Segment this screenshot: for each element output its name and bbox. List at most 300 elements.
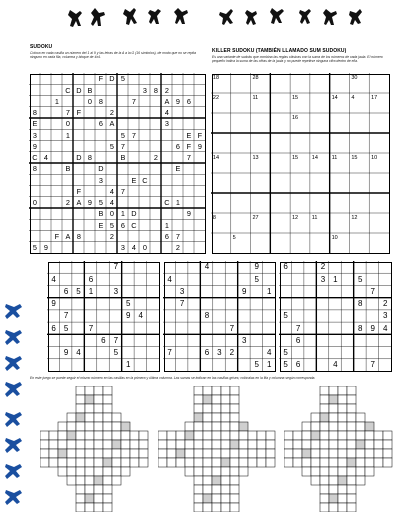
blank-cell[interactable] bbox=[40, 449, 49, 458]
blank-cell[interactable] bbox=[212, 431, 221, 440]
blank-cell[interactable] bbox=[94, 467, 103, 476]
sudoku16-cell[interactable]: 4 bbox=[43, 153, 48, 163]
blank-cell[interactable] bbox=[284, 449, 293, 458]
blank-cell[interactable] bbox=[347, 449, 356, 458]
blank-cell[interactable] bbox=[338, 467, 347, 476]
sudoku16-cell[interactable]: 9 bbox=[197, 141, 202, 151]
blank-cell[interactable] bbox=[194, 503, 203, 512]
blank-cell[interactable] bbox=[221, 503, 230, 512]
sudoku9-cell[interactable]: 5 bbox=[63, 323, 69, 333]
blank-cell[interactable] bbox=[248, 431, 257, 440]
blank-cell[interactable] bbox=[320, 467, 329, 476]
blank-cell[interactable] bbox=[130, 440, 139, 449]
blank-cell[interactable] bbox=[103, 422, 112, 431]
blank-cell[interactable] bbox=[203, 404, 212, 413]
blank-cell[interactable] bbox=[103, 395, 112, 404]
sudoku16-cell[interactable]: 5 bbox=[109, 141, 114, 151]
blank-cell[interactable] bbox=[203, 422, 212, 431]
blank-cell[interactable] bbox=[203, 440, 212, 449]
sudoku16-cell[interactable]: 3 bbox=[164, 119, 169, 129]
blank-cell[interactable] bbox=[230, 404, 239, 413]
sudoku9-cell[interactable]: 3 bbox=[382, 311, 388, 321]
blank-cell[interactable] bbox=[356, 476, 365, 485]
blank-cell[interactable] bbox=[320, 449, 329, 458]
blank-cell[interactable] bbox=[320, 386, 329, 395]
sudoku9-cell[interactable]: 4 bbox=[76, 347, 81, 357]
blank-cell[interactable] bbox=[347, 485, 356, 494]
blank-cell[interactable] bbox=[230, 494, 239, 503]
blank-cell[interactable] bbox=[329, 404, 338, 413]
blank-cell[interactable] bbox=[194, 467, 203, 476]
sudoku16-cell[interactable]: E bbox=[186, 130, 192, 140]
blank-cell[interactable] bbox=[76, 467, 85, 476]
sudoku16-cell[interactable]: D bbox=[76, 85, 82, 95]
blank-cell[interactable] bbox=[85, 485, 94, 494]
blank-cell[interactable] bbox=[130, 449, 139, 458]
blank-cell[interactable] bbox=[76, 503, 85, 512]
blank-cell[interactable] bbox=[230, 431, 239, 440]
blank-cell[interactable] bbox=[329, 449, 338, 458]
sudoku16-cell[interactable]: 7 bbox=[186, 153, 191, 163]
blank-cell[interactable] bbox=[302, 458, 311, 467]
blank-cell[interactable] bbox=[212, 395, 221, 404]
sudoku16-cell[interactable]: B bbox=[120, 153, 126, 163]
blank-cell[interactable] bbox=[139, 440, 148, 449]
blank-cell[interactable] bbox=[139, 449, 148, 458]
blank-cell[interactable] bbox=[356, 458, 365, 467]
sudoku9-cell[interactable]: 6 bbox=[88, 274, 94, 284]
blank-cell[interactable] bbox=[257, 458, 266, 467]
sudoku16-cell[interactable]: 7 bbox=[131, 130, 136, 140]
sudoku9-cell[interactable]: 6 bbox=[204, 347, 210, 357]
sudoku9-cell[interactable]: 5 bbox=[283, 347, 288, 357]
blank-cell[interactable] bbox=[347, 476, 356, 485]
sudoku16-cell[interactable]: E bbox=[131, 175, 137, 185]
sudoku16-cell[interactable]: 9 bbox=[32, 141, 37, 151]
sudoku16-cell[interactable]: 1 bbox=[175, 198, 180, 208]
blank-cell[interactable] bbox=[320, 458, 329, 467]
blank-cell[interactable] bbox=[221, 476, 230, 485]
blank-cell[interactable] bbox=[85, 440, 94, 449]
sudoku9-cell[interactable]: 7 bbox=[295, 323, 301, 333]
blank-cell[interactable] bbox=[58, 431, 67, 440]
sudoku16-cell[interactable]: 9 bbox=[43, 243, 48, 253]
sudoku16-cell[interactable]: 7 bbox=[131, 96, 136, 106]
sudoku16-cell[interactable]: 6 bbox=[120, 220, 125, 230]
sudoku9-cell[interactable]: 9 bbox=[370, 323, 375, 333]
blank-cell[interactable] bbox=[347, 503, 356, 512]
blank-cell[interactable] bbox=[374, 431, 383, 440]
blank-cell[interactable] bbox=[112, 431, 121, 440]
sudoku16-cell[interactable]: 2 bbox=[164, 85, 169, 95]
blank-cell[interactable] bbox=[158, 440, 167, 449]
blank-cell[interactable] bbox=[185, 458, 194, 467]
blank-cell[interactable] bbox=[239, 431, 248, 440]
blank-cell[interactable] bbox=[266, 440, 275, 449]
blank-cell[interactable] bbox=[230, 503, 239, 512]
sudoku16-cell[interactable]: 7 bbox=[120, 186, 125, 196]
sudoku9-cell[interactable]: 7 bbox=[229, 323, 235, 333]
blank-cell[interactable] bbox=[302, 431, 311, 440]
sudoku9-cell[interactable]: 5 bbox=[283, 311, 288, 321]
blank-cell[interactable] bbox=[221, 494, 230, 503]
sudoku9-cell[interactable]: 6 bbox=[101, 335, 106, 345]
blank-cell[interactable] bbox=[76, 395, 85, 404]
blank-cell[interactable] bbox=[356, 413, 365, 422]
blank-cell[interactable] bbox=[76, 449, 85, 458]
sudoku16-cell[interactable]: 4 bbox=[109, 198, 114, 208]
blank-cell[interactable] bbox=[130, 431, 139, 440]
blank-cell[interactable] bbox=[85, 467, 94, 476]
blank-cell[interactable] bbox=[85, 458, 94, 467]
sudoku16-cell[interactable]: B bbox=[98, 209, 104, 219]
blank-cell[interactable] bbox=[284, 440, 293, 449]
blank-cell[interactable] bbox=[49, 431, 58, 440]
blank-cell[interactable] bbox=[121, 440, 130, 449]
blank-cell[interactable] bbox=[338, 458, 347, 467]
blank-cell[interactable] bbox=[76, 458, 85, 467]
sudoku9-cell[interactable]: 6 bbox=[283, 262, 288, 272]
blank-cell[interactable] bbox=[329, 503, 338, 512]
blank-cell[interactable] bbox=[266, 449, 275, 458]
blank-cell[interactable] bbox=[103, 494, 112, 503]
blank-cell[interactable] bbox=[329, 413, 338, 422]
blank-cell[interactable] bbox=[230, 458, 239, 467]
sudoku9-cell[interactable]: 5 bbox=[283, 360, 288, 370]
blank-cell[interactable] bbox=[212, 404, 221, 413]
blank-cell[interactable] bbox=[347, 386, 356, 395]
sudoku9-cell[interactable]: 4 bbox=[204, 262, 210, 272]
blank-cell[interactable] bbox=[347, 494, 356, 503]
blank-cell[interactable] bbox=[356, 449, 365, 458]
blank-cell[interactable] bbox=[338, 503, 347, 512]
blank-cell[interactable] bbox=[230, 386, 239, 395]
sudoku16-cell[interactable]: 6 bbox=[186, 96, 191, 106]
blank-cell[interactable] bbox=[365, 431, 374, 440]
blank-cell[interactable] bbox=[103, 485, 112, 494]
blank-cell[interactable] bbox=[320, 485, 329, 494]
sudoku16-cell[interactable]: C bbox=[142, 175, 148, 185]
blank-cell[interactable] bbox=[121, 431, 130, 440]
sudoku16-cell[interactable]: 1 bbox=[120, 209, 125, 219]
sudoku9-cell[interactable]: 7 bbox=[63, 311, 69, 321]
sudoku16-cell[interactable]: 8 bbox=[87, 153, 92, 163]
sudoku9-cell[interactable]: 4 bbox=[333, 360, 338, 370]
blank-cell[interactable] bbox=[103, 503, 112, 512]
sudoku16-cell[interactable]: A bbox=[76, 198, 82, 208]
blank-cell[interactable] bbox=[203, 413, 212, 422]
sudoku9-cell[interactable]: 9 bbox=[63, 347, 69, 357]
sudoku9-cell[interactable]: 4 bbox=[167, 274, 172, 284]
blank-cell[interactable] bbox=[203, 386, 212, 395]
sudoku16-cell[interactable]: E bbox=[32, 119, 38, 129]
blank-cell[interactable] bbox=[383, 458, 392, 467]
blank-cell[interactable] bbox=[311, 458, 320, 467]
sudoku16-cell[interactable]: 1 bbox=[65, 130, 70, 140]
blank-cell[interactable] bbox=[356, 431, 365, 440]
blank-cell[interactable] bbox=[320, 422, 329, 431]
blank-cell[interactable] bbox=[121, 467, 130, 476]
blank-cell[interactable] bbox=[194, 422, 203, 431]
blank-cell[interactable] bbox=[311, 449, 320, 458]
blank-cell[interactable] bbox=[112, 458, 121, 467]
sudoku16-cell[interactable]: F bbox=[186, 141, 192, 151]
sudoku16-cell[interactable]: 7 bbox=[120, 141, 125, 151]
blank-cell[interactable] bbox=[49, 449, 58, 458]
blank-cell[interactable] bbox=[338, 386, 347, 395]
blank-cell[interactable] bbox=[112, 476, 121, 485]
sudoku16-cell[interactable]: 6 bbox=[175, 141, 180, 151]
sudoku9-cell[interactable]: 5 bbox=[358, 274, 363, 284]
blank-cell[interactable] bbox=[139, 458, 148, 467]
blank-cell[interactable] bbox=[194, 386, 203, 395]
blank-cell[interactable] bbox=[365, 467, 374, 476]
sudoku9-cell[interactable]: 4 bbox=[51, 274, 56, 284]
sudoku9-cell[interactable]: 3 bbox=[179, 286, 185, 296]
blank-cell[interactable] bbox=[103, 449, 112, 458]
sudoku9-cell[interactable]: 9 bbox=[242, 286, 247, 296]
blank-cell[interactable] bbox=[248, 440, 257, 449]
blank-cell[interactable] bbox=[194, 476, 203, 485]
sudoku9-cell[interactable]: 8 bbox=[358, 323, 363, 333]
blank-cell[interactable] bbox=[103, 413, 112, 422]
blank-cell[interactable] bbox=[94, 386, 103, 395]
blank-cell[interactable] bbox=[121, 458, 130, 467]
sudoku16-cell[interactable]: 5 bbox=[109, 220, 114, 230]
blank-cell[interactable] bbox=[185, 467, 194, 476]
blank-cell[interactable] bbox=[338, 440, 347, 449]
blank-cell[interactable] bbox=[94, 494, 103, 503]
sudoku16-cell[interactable]: 5 bbox=[32, 243, 37, 253]
blank-cell[interactable] bbox=[329, 422, 338, 431]
blank-cell[interactable] bbox=[338, 404, 347, 413]
sudoku16-cell[interactable]: 1 bbox=[164, 220, 169, 230]
blank-cell[interactable] bbox=[85, 413, 94, 422]
blank-cell[interactable] bbox=[203, 449, 212, 458]
sudoku16-cell[interactable]: F bbox=[54, 231, 60, 241]
blank-cell[interactable] bbox=[194, 494, 203, 503]
blank-cell[interactable] bbox=[338, 449, 347, 458]
blank-cell[interactable] bbox=[383, 449, 392, 458]
blank-cell[interactable] bbox=[85, 386, 94, 395]
blank-cell[interactable] bbox=[284, 431, 293, 440]
blank-cell[interactable] bbox=[103, 440, 112, 449]
sudoku9-cell[interactable]: 7 bbox=[113, 335, 119, 345]
blank-cell[interactable] bbox=[94, 431, 103, 440]
blank-cell[interactable] bbox=[221, 404, 230, 413]
sudoku9-cell[interactable]: 2 bbox=[382, 299, 388, 309]
blank-cell[interactable] bbox=[194, 404, 203, 413]
sudoku16-cell[interactable]: 0 bbox=[109, 209, 114, 219]
sudoku9-cell[interactable]: 3 bbox=[242, 335, 247, 345]
blank-cell[interactable] bbox=[230, 449, 239, 458]
blank-cell[interactable] bbox=[248, 458, 257, 467]
blank-cell[interactable] bbox=[76, 485, 85, 494]
blank-cell[interactable] bbox=[158, 458, 167, 467]
blank-cell[interactable] bbox=[293, 431, 302, 440]
sudoku9-cell[interactable]: 1 bbox=[266, 286, 272, 296]
sudoku9-cell[interactable]: 1 bbox=[266, 360, 272, 370]
blank-cell[interactable] bbox=[347, 422, 356, 431]
sudoku16-cell[interactable]: 9 bbox=[186, 209, 191, 219]
sudoku16-cell[interactable]: 0 bbox=[142, 243, 147, 253]
blank-cell[interactable] bbox=[383, 431, 392, 440]
blank-cell[interactable] bbox=[311, 467, 320, 476]
sudoku9-cell[interactable]: 2 bbox=[229, 347, 235, 357]
blank-cell[interactable] bbox=[67, 449, 76, 458]
blank-cell[interactable] bbox=[365, 458, 374, 467]
sudoku9-cell[interactable]: 2 bbox=[320, 262, 326, 272]
sudoku16-cell[interactable]: 7 bbox=[175, 231, 180, 241]
blank-cell[interactable] bbox=[329, 467, 338, 476]
blank-cell[interactable] bbox=[356, 422, 365, 431]
blank-cell[interactable] bbox=[185, 440, 194, 449]
sudoku9-cell[interactable]: 8 bbox=[358, 299, 363, 309]
sudoku9-cell[interactable]: 1 bbox=[88, 286, 94, 296]
blank-cell[interactable] bbox=[158, 431, 167, 440]
blank-cell[interactable] bbox=[58, 467, 67, 476]
sudoku9-cell[interactable]: 6 bbox=[63, 286, 69, 296]
blank-cell[interactable] bbox=[320, 476, 329, 485]
blank-cell[interactable] bbox=[338, 395, 347, 404]
blank-cell[interactable] bbox=[58, 440, 67, 449]
sudoku9-cell[interactable]: 4 bbox=[266, 347, 272, 357]
sudoku16-cell[interactable]: F bbox=[76, 108, 82, 118]
sudoku16-cell[interactable]: 2 bbox=[153, 153, 158, 163]
blank-cell[interactable] bbox=[320, 440, 329, 449]
blank-cell[interactable] bbox=[212, 467, 221, 476]
blank-cell[interactable] bbox=[374, 440, 383, 449]
sudoku9-cell[interactable]: 3 bbox=[320, 274, 326, 284]
sudoku16-cell[interactable]: C bbox=[32, 153, 38, 163]
blank-cell[interactable] bbox=[176, 440, 185, 449]
blank-cell[interactable] bbox=[203, 485, 212, 494]
sudoku16-cell[interactable]: 5 bbox=[120, 130, 125, 140]
blank-cell[interactable] bbox=[212, 458, 221, 467]
blank-cell[interactable] bbox=[221, 467, 230, 476]
sudoku9-cell[interactable]: 7 bbox=[113, 262, 119, 272]
blank-cell[interactable] bbox=[194, 458, 203, 467]
blank-cell[interactable] bbox=[311, 422, 320, 431]
blank-cell[interactable] bbox=[212, 386, 221, 395]
blank-cell[interactable] bbox=[76, 431, 85, 440]
sudoku16-cell[interactable]: C bbox=[65, 85, 71, 95]
blank-cell[interactable] bbox=[338, 431, 347, 440]
blank-cell[interactable] bbox=[347, 395, 356, 404]
blank-cell[interactable] bbox=[374, 449, 383, 458]
blank-cell[interactable] bbox=[221, 413, 230, 422]
blank-cell[interactable] bbox=[257, 449, 266, 458]
blank-cell[interactable] bbox=[130, 458, 139, 467]
blank-cell[interactable] bbox=[203, 458, 212, 467]
blank-cell[interactable] bbox=[320, 404, 329, 413]
blank-cell[interactable] bbox=[212, 440, 221, 449]
blank-cell[interactable] bbox=[266, 458, 275, 467]
blank-cell[interactable] bbox=[67, 413, 76, 422]
blank-cell[interactable] bbox=[49, 440, 58, 449]
blank-cell[interactable] bbox=[383, 440, 392, 449]
sudoku16-cell[interactable]: 2 bbox=[175, 243, 180, 253]
blank-cell[interactable] bbox=[221, 395, 230, 404]
sudoku9-cell[interactable]: 6 bbox=[295, 360, 301, 370]
blank-cell[interactable] bbox=[230, 467, 239, 476]
sudoku16-cell[interactable]: F bbox=[197, 130, 203, 140]
blank-cell[interactable] bbox=[257, 431, 266, 440]
blank-cell[interactable] bbox=[40, 431, 49, 440]
blank-cell[interactable] bbox=[338, 422, 347, 431]
blank-cell[interactable] bbox=[167, 449, 176, 458]
blank-cell[interactable] bbox=[329, 431, 338, 440]
blank-cell[interactable] bbox=[94, 458, 103, 467]
blank-cell[interactable] bbox=[347, 467, 356, 476]
sudoku9-cell[interactable]: 9 bbox=[51, 299, 56, 309]
blank-cell[interactable] bbox=[212, 422, 221, 431]
blank-cell[interactable] bbox=[311, 476, 320, 485]
sudoku16-cell[interactable]: 8 bbox=[98, 96, 103, 106]
sudoku9-cell[interactable]: 1 bbox=[126, 360, 131, 370]
blank-cell[interactable] bbox=[194, 440, 203, 449]
sudoku9-cell[interactable]: 7 bbox=[167, 347, 172, 357]
sudoku16-cell[interactable]: F bbox=[76, 186, 82, 196]
blank-cell[interactable] bbox=[85, 503, 94, 512]
blank-cell[interactable] bbox=[58, 458, 67, 467]
blank-cell[interactable] bbox=[338, 413, 347, 422]
sudoku16-cell[interactable]: 6 bbox=[98, 119, 103, 129]
blank-cell[interactable] bbox=[112, 413, 121, 422]
blank-cell[interactable] bbox=[212, 494, 221, 503]
sudoku9-cell[interactable]: 5 bbox=[254, 360, 259, 370]
sudoku9-cell[interactable]: 7 bbox=[370, 360, 375, 370]
blank-cell[interactable] bbox=[94, 404, 103, 413]
sudoku16-cell[interactable]: D bbox=[98, 164, 104, 174]
blank-cell[interactable] bbox=[203, 431, 212, 440]
sudoku9-cell[interactable]: 5 bbox=[76, 286, 81, 296]
blank-cell[interactable] bbox=[194, 431, 203, 440]
blank-cell[interactable] bbox=[67, 422, 76, 431]
sudoku9-cell[interactable]: 5 bbox=[113, 347, 119, 357]
blank-cell[interactable] bbox=[356, 467, 365, 476]
sudoku9-cell[interactable]: 6 bbox=[295, 335, 301, 345]
sudoku16-cell[interactable]: E bbox=[98, 220, 104, 230]
sudoku16-cell[interactable]: 6 bbox=[164, 231, 169, 241]
blank-cell[interactable] bbox=[221, 449, 230, 458]
blank-cell[interactable] bbox=[76, 494, 85, 503]
sudoku16-cell[interactable]: 0 bbox=[32, 198, 37, 208]
blank-cell[interactable] bbox=[194, 449, 203, 458]
sudoku16-cell[interactable]: 3 bbox=[98, 175, 103, 185]
blank-cell[interactable] bbox=[139, 431, 148, 440]
sudoku16-cell[interactable]: 3 bbox=[120, 243, 125, 253]
sudoku9-cell[interactable]: 3 bbox=[217, 347, 222, 357]
sudoku16-cell[interactable]: 2 bbox=[65, 198, 70, 208]
blank-cell[interactable] bbox=[221, 485, 230, 494]
blank-cell[interactable] bbox=[230, 422, 239, 431]
blank-cell[interactable] bbox=[76, 440, 85, 449]
blank-cell[interactable] bbox=[67, 476, 76, 485]
blank-cell[interactable] bbox=[347, 404, 356, 413]
blank-cell[interactable] bbox=[176, 458, 185, 467]
blank-cell[interactable] bbox=[212, 503, 221, 512]
blank-cell[interactable] bbox=[329, 386, 338, 395]
sudoku16-cell[interactable]: 0 bbox=[87, 96, 92, 106]
blank-cell[interactable] bbox=[221, 422, 230, 431]
blank-cell[interactable] bbox=[302, 422, 311, 431]
blank-cell[interactable] bbox=[239, 440, 248, 449]
sudoku16-cell[interactable]: F bbox=[98, 74, 104, 84]
blank-cell[interactable] bbox=[320, 494, 329, 503]
blank-cell[interactable] bbox=[112, 467, 121, 476]
blank-cell[interactable] bbox=[94, 503, 103, 512]
